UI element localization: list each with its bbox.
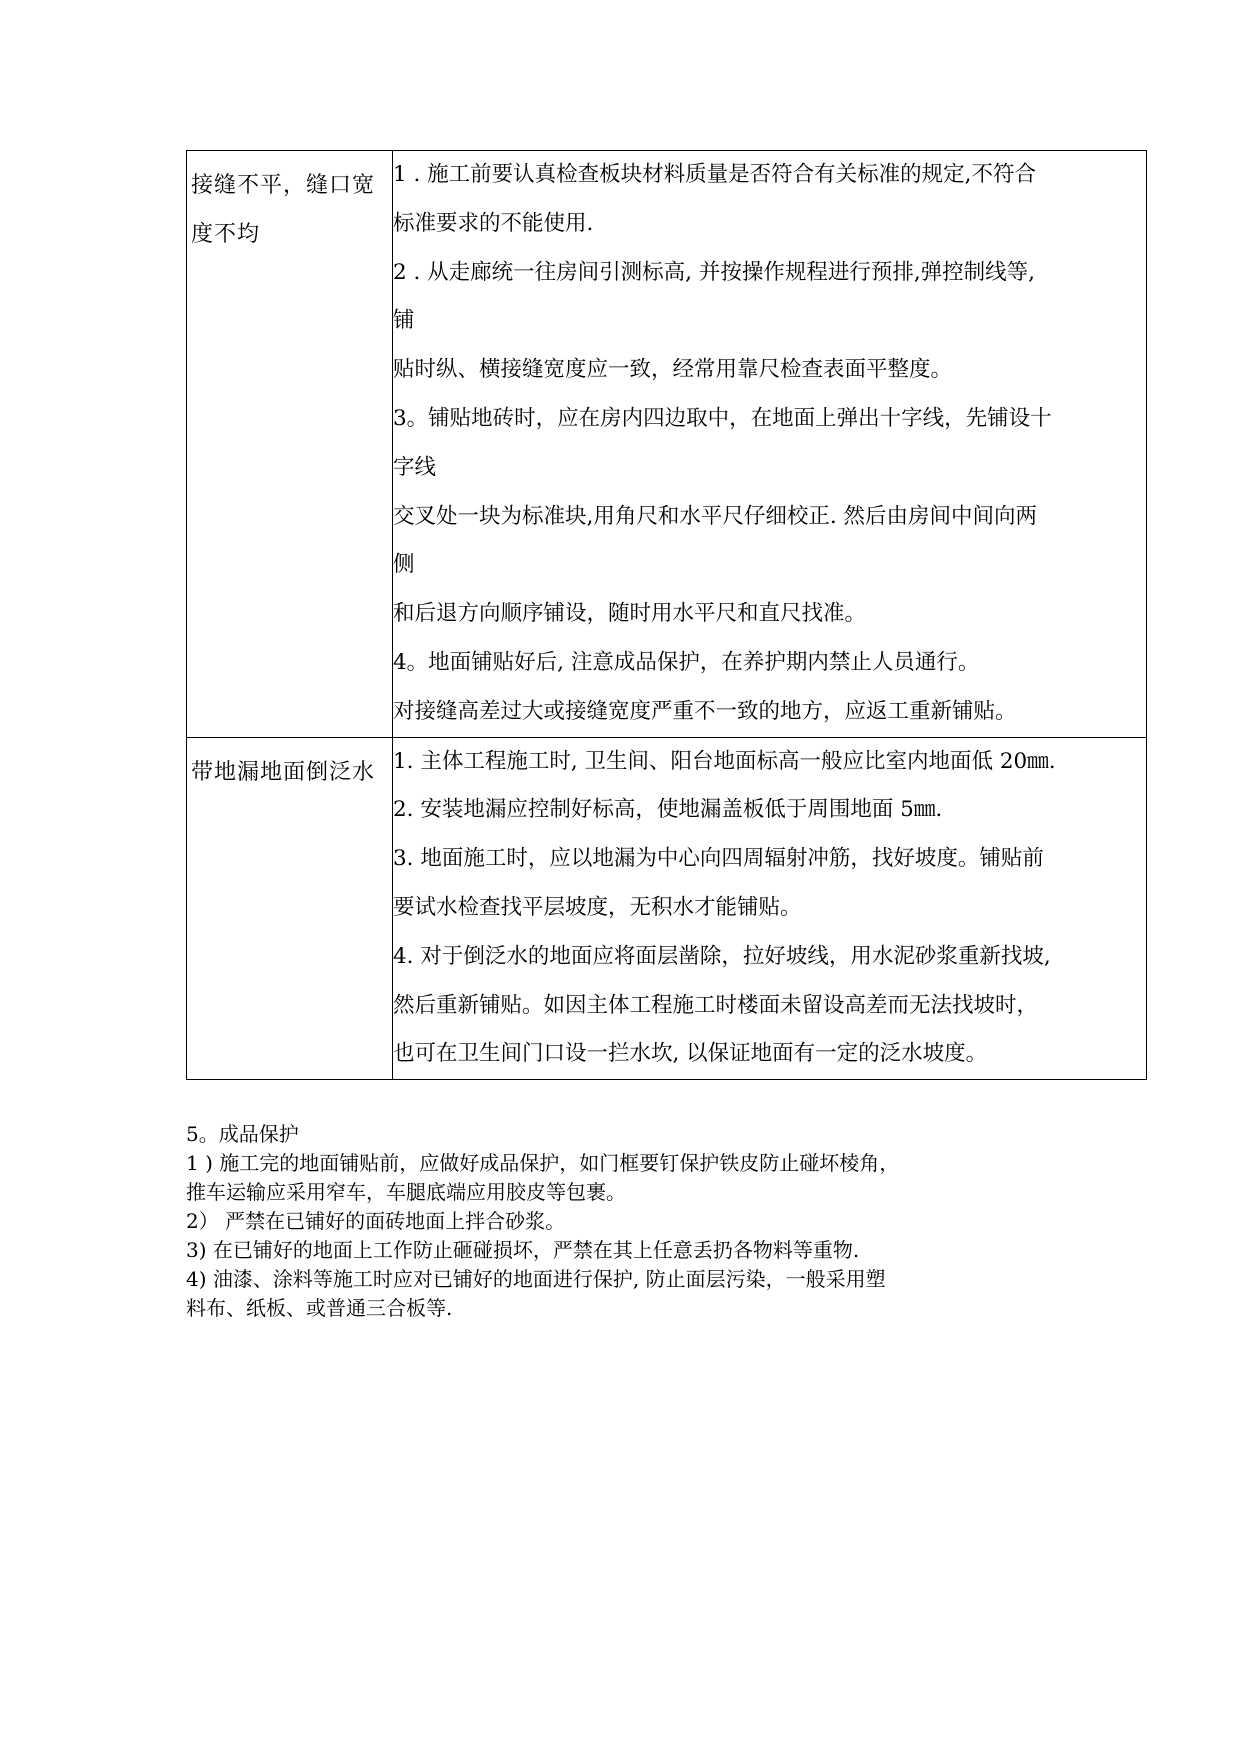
problem-cell <box>187 151 393 738</box>
table-row <box>187 151 1147 738</box>
measure-line: 和后退方向顺序铺设，随时用水平尺和直尺找准。 <box>393 601 867 627</box>
measure-line: 标准要求的不能使用. <box>393 210 594 236</box>
measures-cell <box>393 151 1147 738</box>
problem-cell <box>187 737 393 1080</box>
problem-label: 带地漏地面倒泛水 <box>191 759 376 785</box>
measure-line: 对接缝高差过大或接缝宽度严重不一致的地方，应返工重新铺贴。 <box>393 698 1017 724</box>
section-line: 料布、纸板、或普通三合板等. <box>186 1296 453 1320</box>
measures-cell <box>393 737 1147 1080</box>
measure-line: 4。地面铺贴好后, 注意成品保护，在养护期内禁止人员通行。 <box>393 649 980 675</box>
measure-line: 1. 主体工程施工时, 卫生间、阳台地面标高一般应比室内地面低 20㎜. <box>393 748 1056 774</box>
measure-line: 1 . 施工前要认真检查板块材料质量是否符合有关标准的规定,不符合 <box>393 162 1037 187</box>
section-line: 1 ) 施工完的地面铺贴前，应做好成品保护，如门框要钉保护铁皮防止碰坏棱角， <box>186 1151 900 1175</box>
measure-line: 也可在卫生间门口设一拦水坎, 以保证地面有一定的泛水坡度。 <box>393 1041 988 1067</box>
measure-line: 字线 <box>393 454 437 480</box>
measure-line: 4. 对于倒泛水的地面应将面层凿除，拉好坡线，用水泥砂浆重新找坡, <box>393 943 1051 969</box>
measure-line: 侧 <box>393 552 415 578</box>
quality-issues-table <box>186 150 1147 1080</box>
section-line: 3) 在已铺好的地面上工作防止砸碰损坏，严禁在其上任意丢扔各物料等重物. <box>186 1238 860 1262</box>
measure-line: 贴时纵、横接缝宽度应一致，经常用靠尺检查表面平整度。 <box>393 357 953 383</box>
measure-line: 3。铺贴地砖时，应在房内四边取中，在地面上弹出十字线，先铺设十 <box>393 405 1052 431</box>
section-line: 4) 油漆、涂料等施工时应对已铺好的地面进行保护, 防止面层污染，一般采用塑 <box>186 1267 886 1291</box>
section-title: 5。成品保护 <box>186 1122 299 1146</box>
measure-line: 2. 安装地漏应控制好标高，使地漏盖板低于周围地面 5㎜. <box>393 797 943 823</box>
measure-line: 交叉处一块为标准块,用角尺和水平尺仔细校正. 然后由房间中间向两 <box>393 503 1038 529</box>
measure-line: 3. 地面施工时，应以地漏为中心向四周辐射冲筋，找好坡度。铺贴前 <box>393 846 1044 872</box>
problem-label: 接缝不平，缝口宽度不均 <box>191 173 376 247</box>
table-row <box>187 737 1147 1080</box>
section-line: 推车运输应采用窄车，车腿底端应用胶皮等包裹。 <box>186 1180 626 1204</box>
measure-line: 铺 <box>393 308 415 334</box>
product-protection-section <box>186 1120 1086 1323</box>
measure-line: 然后重新铺贴。如因主体工程施工时楼面未留设高差而无法找坡时， <box>393 992 1039 1018</box>
measure-line: 要试水检查找平层坡度，无积水才能铺贴。 <box>393 894 802 920</box>
measure-line: 2 . 从走廊统一往房间引测标高, 并按操作规程进行预排,弹控制线等, <box>393 259 1036 285</box>
section-line: 2） 严禁在已铺好的面砖地面上拌合砂浆。 <box>186 1209 566 1233</box>
